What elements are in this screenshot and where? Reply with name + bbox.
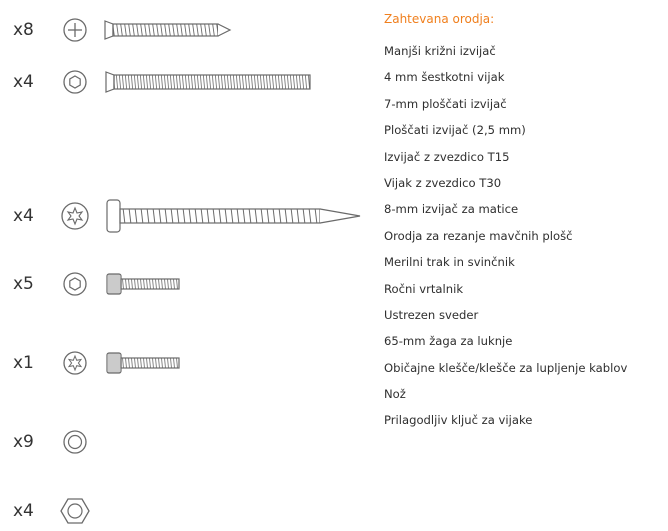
phillips-head-icon (62, 17, 88, 43)
quantity-label: x4 (13, 206, 34, 226)
torx-head-icon (62, 350, 88, 376)
tool-item: Ploščati izvijač (2,5 mm) (384, 123, 526, 138)
tool-item: Vijak z zvezdico T30 (384, 175, 502, 190)
tool-item: Običajne klešče/klešče za lupljenje kablov (384, 360, 628, 375)
tool-item: Ročni vrtalnik (384, 281, 464, 296)
tool-item: 65-mm žaga za luknje (384, 334, 513, 349)
hardware-row-hex-nut (0, 491, 330, 531)
quantity-label: x8 (13, 20, 34, 40)
hex-socket-head-icon (62, 69, 88, 95)
tool-item: Izvijač z zvezdico T15 (384, 149, 510, 164)
quantity-label: x4 (13, 501, 34, 521)
tool-item: Nož (384, 387, 406, 402)
hardware-row-hex-bolt (0, 62, 330, 102)
tool-item: Prilagodljiv ključ za vijake (384, 413, 533, 428)
hardware-row-washer (0, 422, 330, 462)
tool-item: Ustrezen sveder (384, 307, 479, 322)
torx-head-icon (60, 201, 90, 231)
tool-item: 8-mm izvijač za matice (384, 202, 519, 217)
tool-item: 7-mm ploščati izvijač (384, 96, 507, 111)
quantity-label: x9 (13, 432, 34, 452)
tool-item: 4 mm šestkotni vijak (384, 70, 505, 85)
hardware-row-torx-screw (0, 196, 330, 236)
wood-screw-icon (104, 199, 374, 233)
hardware-row-phillips-screw (0, 10, 330, 50)
tool-item: Manjši križni izvijač (384, 44, 496, 58)
hex-nut-icon (60, 497, 90, 525)
quantity-label: x1 (13, 353, 34, 373)
cap-screw-icon (104, 352, 184, 374)
tool-item: Merilni trak in svinčnik (384, 255, 515, 270)
hardware-row-torx-cap-screw (0, 343, 330, 383)
bolt-icon (104, 70, 314, 94)
quantity-label: x5 (13, 274, 34, 294)
tools-list (384, 38, 664, 434)
hardware-row-hex-cap-screw (0, 264, 330, 304)
hex-socket-head-icon (62, 271, 88, 297)
quantity-label: x4 (13, 72, 34, 92)
tool-item: Orodja za rezanje mavčnih plošč (384, 228, 573, 243)
washer-icon (62, 429, 88, 455)
tools-title: Zahtevana orodja: (384, 12, 495, 26)
cap-screw-icon (104, 273, 184, 295)
required-tools-panel (384, 8, 664, 434)
countersunk-screw-icon (104, 19, 234, 41)
